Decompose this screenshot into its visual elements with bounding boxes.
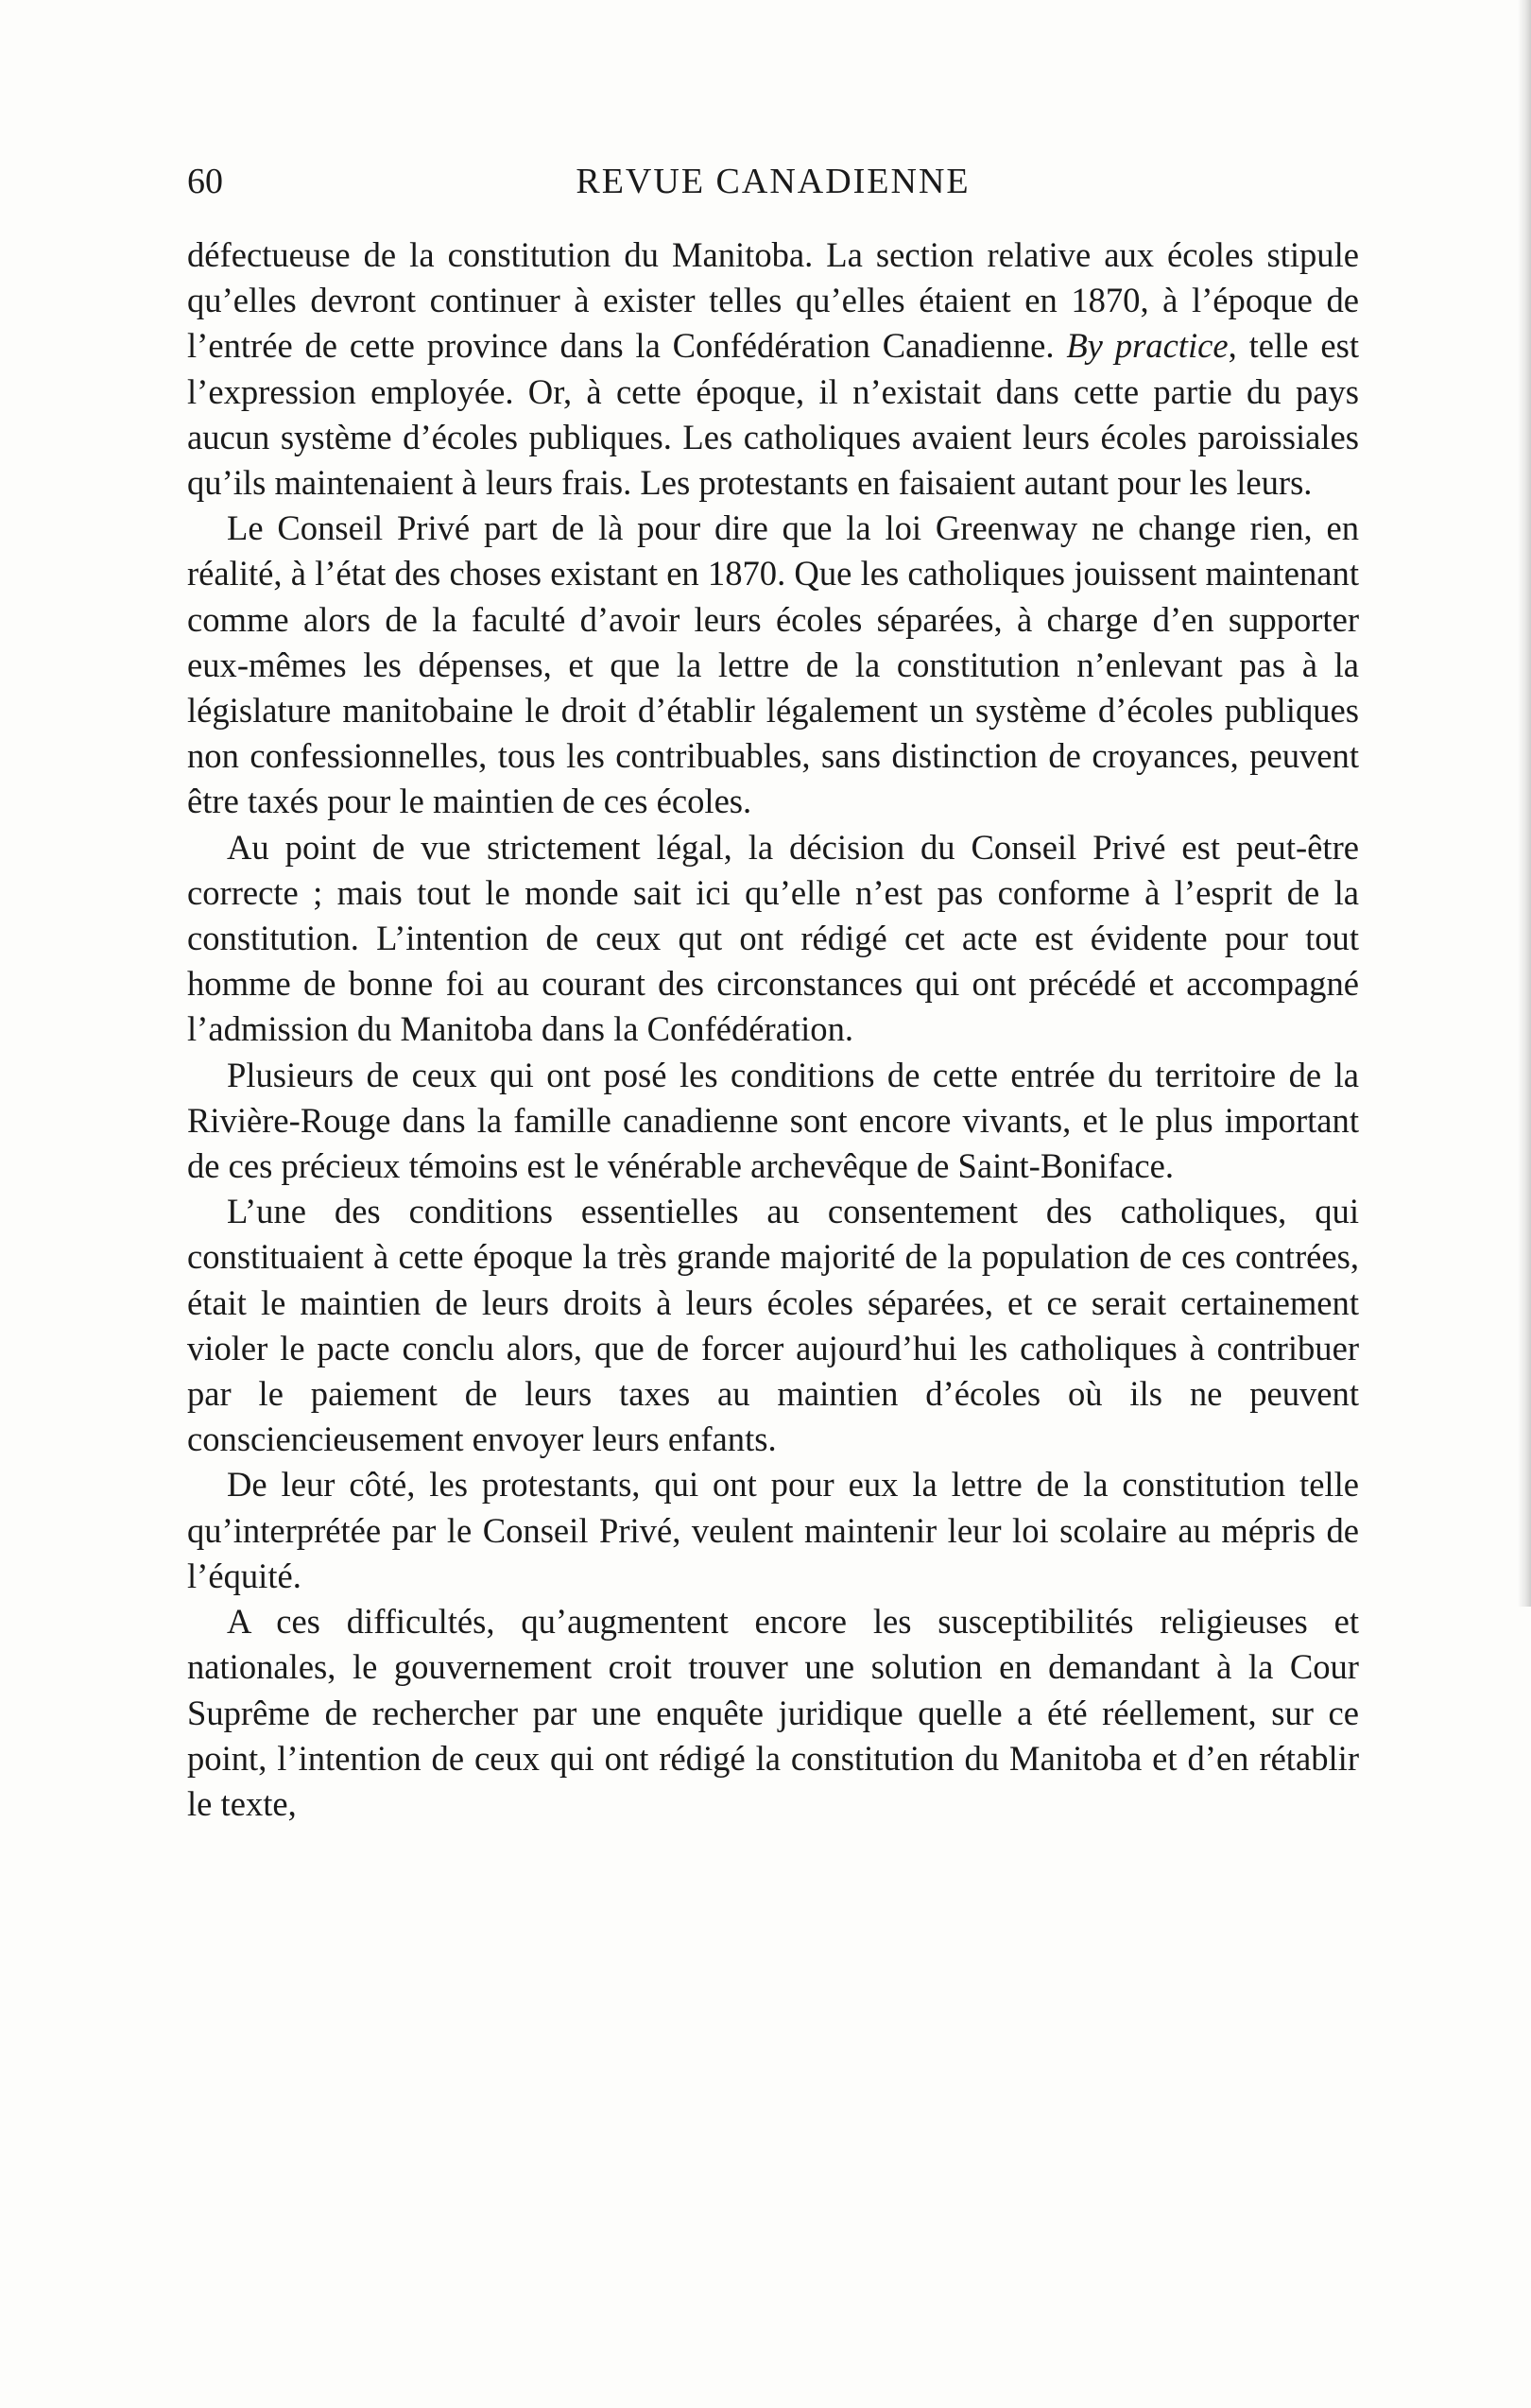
paragraph-6: De leur côté, les protestants, qui ont pour eux la lettre de la constitution telle qu’interprétée par le Conseil Privé, veulent maintenir leur loi scolaire au mépris de l’équité. (187, 1465, 1359, 1595)
paragraph-3: Au point de vue strictement légal, la décision du Conseil Privé est peut-être correcte ; mais tout le monde sait ici qu’elle n’est pas conforme à l’esprit de la constitution. L’intention de ceux qut ont rédigé cet acte est évidente pour tout homme de bonne foi au courant des circonstances qui ont précédé et accompagné l’admission du Manitoba dans la Confédération. (187, 827, 1359, 1049)
paragraph-7: A ces difficultés, qu’augmentent encore les susceptibilités religieuses et nationales, le gouvernement croit trouver une solution en demandant à la Cour Suprême de rechercher par une enquête juridique quelle a été réellement, sur ce point, l’intention de ceux qui ont rédigé la constitution du Manitoba et d’en rétablir le texte, (187, 1602, 1359, 1823)
running-title: REVUE CANADIENNE (576, 162, 971, 201)
body-text (187, 232, 1359, 1827)
paragraph-2: Le Conseil Privé part de là pour dire que la loi Greenway ne change rien, en réalité, à l’état des choses existant en 1870. Que les catholiques jouissent maintenant comme alors de la faculté d’avoir leurs écoles séparées, à charge d’en supporter eux-mêmes les dépenses, et que la lettre de la constitution n’enlevant pas à la législature manitobaine le droit d’établir légalement un système d’écoles publiques non confessionnelles, tous les contribuables, sans distinction de croyances, peuvent être taxés pour le maintien de ces écoles. (187, 508, 1359, 821)
paragraph-1 (187, 232, 1359, 506)
paragraph-1-part-3: , telle est l’expression employée. Or, à cette époque, il n’existait dans cette partie du pays aucun système d’écoles publiques. Les catholiques avaient leurs écoles paroissiales qu’ils maintenaient à leurs frais. Les protestants en faisaient autant pour les leurs. (187, 326, 1360, 503)
paragraph-1-italic-phrase: By practice (1066, 326, 1229, 366)
paragraph-5: L’une des conditions essentielles au consentement des catholiques, qui constituaient à cette époque la très grande majorité de la population de ces contrées, était le maintien de leurs droits à leurs écoles séparées, et ce serait certainement violer le pacte conclu alors, que de forcer aujourd’hui les catholiques à contribuer par le paiement de leurs taxes au maintien d’écoles où ils ne peuvent consciencieusement envoyer leurs enfants. (187, 1192, 1359, 1459)
page-header (187, 161, 1359, 217)
paragraph-1-part-1: défectueuse de la constitution du Manitoba. La section relative aux écoles stipule qu’elles devront continuer à exister telles qu’elles étaient en 1870, à l’époque de l’entrée de cette province dans la Confédération Canadienne. (187, 235, 1359, 366)
paragraph-4: Plusieurs de ceux qui ont posé les conditions de cette entrée du territoire de la Rivière-Rouge dans la famille canadienne sont encore vivants, et le plus important de ces précieux témoins est le vénérable archevêque de Saint-Boniface. (187, 1055, 1359, 1186)
scan-edge-shadow (1518, 0, 1531, 1607)
page-number: 60 (187, 162, 223, 201)
